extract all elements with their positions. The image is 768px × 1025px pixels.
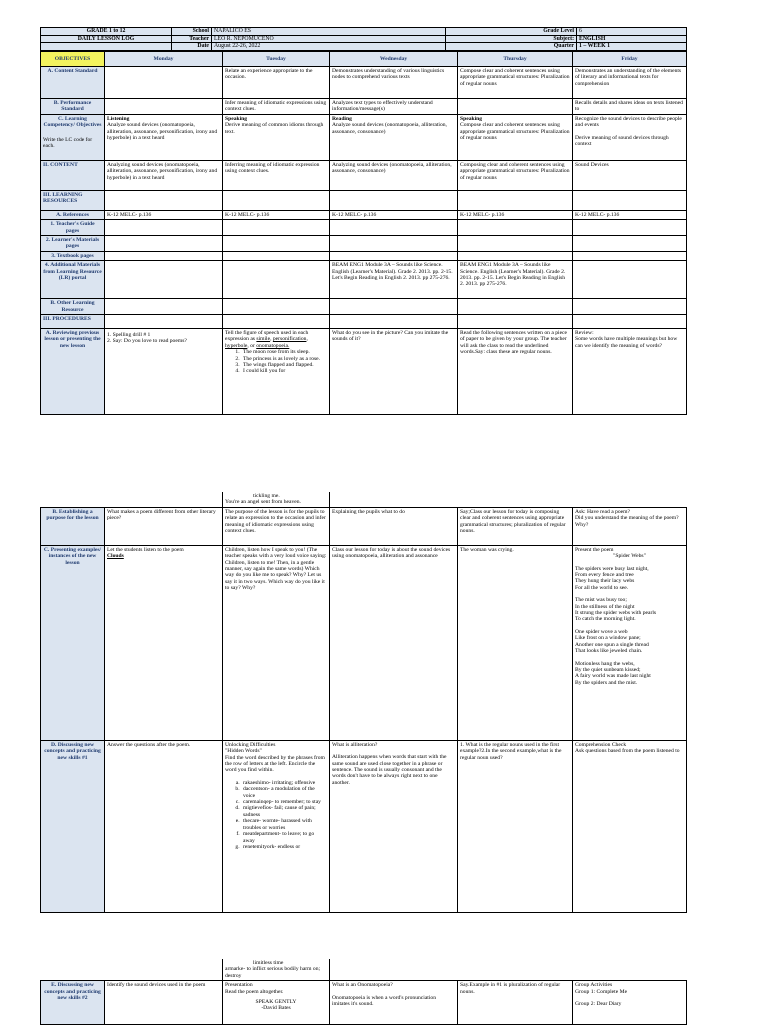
cell-tuesday: Inferring meaning of idiomatic expression using context clues.: [223, 160, 330, 190]
skill-heading: Reading: [332, 115, 352, 122]
cell-wednesday: Class our lesson for today is about the sound devices using onomatopoeia, alliteration and assonance: [330, 545, 458, 740]
header-table: [40, 27, 687, 51]
cell-friday: Recalls details and shares ideas on texts listened to: [573, 98, 687, 114]
cell-monday: Identify the sound devices used in the poem: [105, 981, 223, 1025]
quarter-label: Quarter: [446, 43, 577, 51]
poem-author: -David Bates: [261, 1005, 291, 1012]
list-item: a. rakaeshimo- irritating; offensive: [241, 780, 327, 786]
row-label: A. Reviewing previous lesson or presenting the new lesson: [41, 329, 105, 415]
cell-wednesday: [330, 981, 458, 1025]
cell-tuesday: [223, 114, 330, 160]
cell-tuesday: [223, 740, 330, 912]
cell-tuesday: [223, 329, 330, 415]
lc-code-note: Write the LC code for each.: [43, 136, 93, 149]
cell-text: Alliteration happens when words that start with the same sound are used close together in a phrase or sentence. The sound is usually consonant and the words don't have to be always right next to one another.: [332, 754, 447, 786]
row-continuation: [41, 492, 687, 507]
row-learning-resources: [41, 190, 687, 210]
list-item: 3. The wings flapped and flapped.: [241, 362, 327, 368]
cell-friday: [573, 507, 687, 545]
list-item: 2. The princess is as lovely as a rose.: [241, 356, 327, 362]
cell-text: tickling me.: [253, 493, 280, 499]
figure-of-speech-list: [225, 349, 327, 375]
cell-text: Find the word described by the phrases from the row of letters at the left. Encircle the word you find within.: [225, 754, 325, 774]
lesson-log-page-2: [40, 492, 686, 913]
cell-text: Onomatopoeia is when a word's pronunciation imitates it's sound.: [332, 994, 437, 1008]
cell-text: Ask questions based from the poem listened to: [575, 748, 680, 755]
cell-monday: [105, 545, 223, 740]
row-label: B. Performance Standard: [41, 98, 105, 114]
cell-text: limitless time: [253, 960, 284, 966]
subject-value: ENGLISH: [577, 35, 687, 43]
cell-text: Group 2: Dear Diary: [575, 1001, 622, 1008]
cell-text: 1. Spelling drill # 1: [107, 332, 151, 339]
cell-tuesday: Children, listen how I speak to you! (The teacher speaks with a very loud voice saying: Children, listen to me! Then, in a gentle manner, say again the same words) Which way do you like me to speak? Why? Let us say it in two ways. Which way do you like it to say? Why?: [223, 545, 330, 740]
cell-text: Tell the figure of speech used in each expression as simile, personification, hyperbole, or onomatopoeia.: [225, 330, 309, 349]
row-label: [41, 114, 105, 160]
cell-thursday: Composing clear and coherent sentences using appropriate grammatical structures: Pluralization of regular nouns: [458, 160, 573, 190]
cell-thursday: The woman was crying.: [458, 545, 573, 740]
hidden-words-list: [225, 780, 327, 850]
row-label: 1. Teacher's Guide pages: [41, 220, 105, 236]
cell-text: Did you understand the meaning of the poem? Why?: [575, 515, 679, 528]
cell-text: Present the poem: [575, 546, 614, 553]
cell-text: Group Activities: [575, 982, 613, 989]
row-label: A. Content Standard: [41, 66, 105, 98]
row-learners-materials: [41, 236, 687, 252]
cell-wednesday: Explaining the pupils what to do: [330, 507, 458, 545]
cell-thursday: Say.Example in #1 is pluralization of regular nouns.: [458, 981, 573, 1025]
cell-wednesday: [330, 114, 458, 160]
cell-text: Derive meaning of common idioms through text.: [225, 122, 324, 135]
row-label: III. PROCEDURES: [41, 315, 105, 329]
grade-range: GRADE 1 to 12: [41, 28, 172, 36]
list-item: g. renetemityork- endless or: [241, 844, 327, 850]
list-item: 4. I could kill you for: [241, 368, 327, 374]
teacher-value: LEO R. NEPOMUCENO: [212, 35, 446, 43]
cell-text: Ask: Have read a poem?: [575, 508, 630, 515]
cell-thursday: Say;Class our lesson for today is composing clear and coherent sentences using appropriate grammatical structures; pluralization of regular nouns.: [458, 507, 573, 545]
cell-tuesday: Infer meaning of idiomatic expressions using context clues.: [223, 98, 330, 114]
row-discussing-1: [41, 740, 687, 912]
row-other-resources: [41, 299, 687, 315]
cell-text: You're an angel sent from heaven.: [225, 499, 301, 506]
row-label: 3. Textbook pages: [41, 251, 105, 260]
school-label: School: [172, 28, 212, 36]
cell-text: Derive meaning of sound devices through context: [575, 134, 669, 147]
cell-text: Let the students listen to the poem: [107, 546, 184, 553]
day-wednesday: Wednesday: [330, 51, 458, 66]
cell-text: What is alliteration?: [332, 741, 378, 748]
row-presenting: [41, 545, 687, 740]
cell-text: Some words have multiple meanings but how can we identify the meaning of words?: [575, 336, 678, 349]
cell-thursday: Compose clear and coherent sentences using appropriate grammatical structures: Pluralization of regular nouns: [458, 66, 573, 98]
row-label: 4. Additional Materials from Learning Resource (LR) portal: [41, 261, 105, 299]
row-label: 2. Learner's Materials pages: [41, 236, 105, 252]
quarter-value: 1 – WEEK 1: [577, 43, 687, 51]
cell-friday: [573, 114, 687, 160]
skill-heading: Listening: [107, 115, 130, 122]
cell-text: Read the poem altogether.: [225, 988, 284, 995]
cell-thursday: [458, 114, 573, 160]
cell-wednesday: [330, 740, 458, 912]
row-label: B. Other Learning Resource: [41, 299, 105, 315]
log-title: DAILY LESSON LOG: [41, 35, 172, 43]
row-label: III. LEARNING RESOURCES: [41, 190, 105, 210]
cell-text: Compose clear and coherent sentences using appropriate grammatical structures: Pluralization of regular nouns: [460, 122, 570, 141]
cell-friday: K-12 MELC- p.136: [573, 210, 687, 219]
cell-text: What is an Onomatopoeia?: [332, 982, 393, 989]
lesson-log-page-3: [40, 959, 686, 1025]
day-tuesday: Tuesday: [223, 51, 330, 66]
row-teachers-guide: [41, 220, 687, 236]
school-value: NAPALICO ES: [212, 28, 446, 36]
cell-friday: [573, 740, 687, 912]
cell-wednesday: What do you see in the picture? Can you imitate the sounds of it?: [330, 329, 458, 415]
poem-title: Clouds: [107, 553, 124, 560]
lesson-table-3: [40, 959, 687, 1025]
row-procedures: [41, 315, 687, 329]
cell-text: Unlocking Difficulties: [225, 741, 276, 748]
teacher-label: Teacher: [172, 35, 212, 43]
poem-stanza: Motionless hang the webs, By the quiet sunbeam kissed; A fairy world was made last night By the spiders and the mist.: [575, 660, 651, 686]
cell-text: Presentation: [225, 982, 253, 989]
poem-stanza: One spider wove a web Like frost on a window pane; Another one spun a single thread That looks like jeweled chain.: [575, 628, 649, 655]
list-item: 1. The moon rose from its sleep.: [241, 349, 327, 355]
row-label: B. Establishing a purpose for the lesson: [41, 507, 105, 545]
row-performance-standard: [41, 98, 687, 114]
lesson-table-1: [40, 51, 687, 415]
cell-tuesday: [223, 981, 330, 1025]
cell-friday: [573, 981, 687, 1025]
cell-wednesday: K-12 MELC- p.136: [330, 210, 458, 219]
cell-monday: Answer the questions after the poem.: [105, 740, 223, 912]
cell-thursday: Read the following sentences written on a piece of paper to be given by your group. The teacher will ask the class to read the underlined words.Say: class these are regular nouns.: [458, 329, 573, 415]
cell-wednesday: Analyzes text types to effectively understand information/message(s): [330, 98, 458, 114]
list-item: f. meatdepartment- to leave; to go away: [241, 831, 327, 844]
list-item: c. caremainqep- to remember; to stay: [241, 799, 327, 805]
cell-tuesday: K-12 MELC- p.136: [223, 210, 330, 219]
cell-text: Review:: [575, 330, 594, 337]
objectives-heading: OBJECTIVES: [41, 51, 105, 66]
cell-thursday: 1. What is the regular nouns used in the first example?2.In the second example,what is the regular noun used?: [458, 740, 573, 912]
list-item: e. thecare- wornte- harassed with troubles or worries: [241, 818, 327, 831]
date-label: Date: [172, 43, 212, 51]
cell-monday: Analyzing sound devices (onomatopoeia, alliteration, assonance, personification, irony and hyperbole) in a text heard: [105, 160, 223, 190]
cell-text: Group 1: Complete Me: [575, 988, 628, 995]
cell-friday: Demonstrates an understanding of the elements of literary and informational texts for comprehension: [573, 66, 687, 98]
skill-heading: Speaking: [225, 115, 248, 122]
row-textbook: [41, 251, 687, 260]
lesson-table-2: [40, 492, 687, 913]
poem-title: "Spider Webs": [613, 553, 646, 560]
cell-text: Analyze sound devices (onomatopoeia, alliteration, assonance, personification, irony and hyperbole) in a text heard: [107, 122, 218, 141]
cell-text: "Hidden Words": [225, 748, 262, 755]
day-monday: Monday: [105, 51, 223, 66]
row-reviewing: [41, 329, 687, 415]
row-label: E. Discussing new concepts and practicing new skills #2: [41, 981, 105, 1025]
date-value: August 22-26, 2022: [212, 43, 446, 51]
cell-tuesday: [223, 492, 330, 507]
poem-title: SPEAK GENTLY: [255, 999, 297, 1006]
lesson-log-page-1: [40, 27, 686, 415]
subject-label: Subject:: [446, 35, 577, 43]
cell-friday: Sound Devices: [573, 160, 687, 190]
cell-tuesday: Relate an experience appropriate to the occasion.: [223, 66, 330, 98]
cell-friday: [573, 545, 687, 740]
cell-wednesday: Analyzing sound devices (onomatopoeia, alliteration, assonance, consonance): [330, 160, 458, 190]
competency-label: C. Learning Competency/ Objectives: [43, 115, 102, 129]
cell-text: armarke- to inflict serious bodily harm on; destroy: [225, 966, 321, 979]
cell-text: Comprehension Check: [575, 741, 627, 748]
row-label: A. References: [41, 210, 105, 219]
grade-level-value: 6: [577, 28, 687, 36]
poem-stanza: The spiders were busy last night, From every fence and tree They hung their lacy webs For all the world to see.: [575, 565, 649, 591]
skill-heading: Speaking: [460, 115, 483, 122]
cell-tuesday: [223, 959, 330, 981]
cell-monday: What makes a poem different from other literary piece?: [105, 507, 223, 545]
row-label: D. Discussing new concepts and practicing new skills #1: [41, 740, 105, 912]
cell-text: 2. Say: Do you love to read poems?: [107, 338, 187, 345]
row-content: [41, 160, 687, 190]
row-learning-competency: [41, 114, 687, 160]
cell-monday: [105, 329, 223, 415]
cell-thursday: BEAM ENG1 Module 3A – Sounds like Science. English (Learner's Material). Grade 2. 2013. pp. 2-15. Let's Begin Reading in English 2. 2013. pp 275-276.: [458, 261, 573, 299]
row-content-standard: [41, 66, 687, 98]
row-references: [41, 210, 687, 219]
cell-text: Recognize the sound devices to describe people and events: [575, 115, 682, 129]
grade-level-label: Grade Level: [446, 28, 577, 36]
cell-text: Analyze sound devices (onomatopoeia, alliteration, assonance, consonance): [332, 122, 447, 135]
poem-stanza: The mist was busy too; In the stillness of the night It strung the spider webs with pearls To catch the morning light.: [575, 597, 657, 623]
cell-friday: [573, 329, 687, 415]
cell-wednesday: BEAM ENG1 Module 3A – Sounds like Science. English (Learner's Material). Grade 2. 2013. pp. 2-15. Let's Begin Reading in English 2. 2013. pp 275-276.: [330, 261, 458, 299]
row-continuation: [41, 959, 687, 981]
cell-tuesday: The purpose of the lesson is for the pupils to relate an expression to the occasion and infer meaning of idiomatic expressions using context clues.: [223, 507, 330, 545]
cell-monday: K-12 MELC- p.136: [105, 210, 223, 219]
row-label: II. CONTENT: [41, 160, 105, 190]
list-item: d. migtievefios- fail; cause of pain; sadness: [241, 805, 327, 818]
list-item: b. daccentson- a modulation of the voice: [241, 786, 327, 799]
cell-monday: [105, 114, 223, 160]
row-purpose: [41, 507, 687, 545]
day-header-row: [41, 51, 687, 66]
row-discussing-2: [41, 981, 687, 1025]
row-lr-portal: [41, 261, 687, 299]
day-friday: Friday: [573, 51, 687, 66]
cell-thursday: K-12 MELC- p.136: [458, 210, 573, 219]
row-label: C. Presenting examples/ instances of the new lesson: [41, 545, 105, 740]
cell-wednesday: Demonstrates understanding of various linguistics nodes to comprehend various texts: [330, 66, 458, 98]
day-thursday: Thursday: [458, 51, 573, 66]
